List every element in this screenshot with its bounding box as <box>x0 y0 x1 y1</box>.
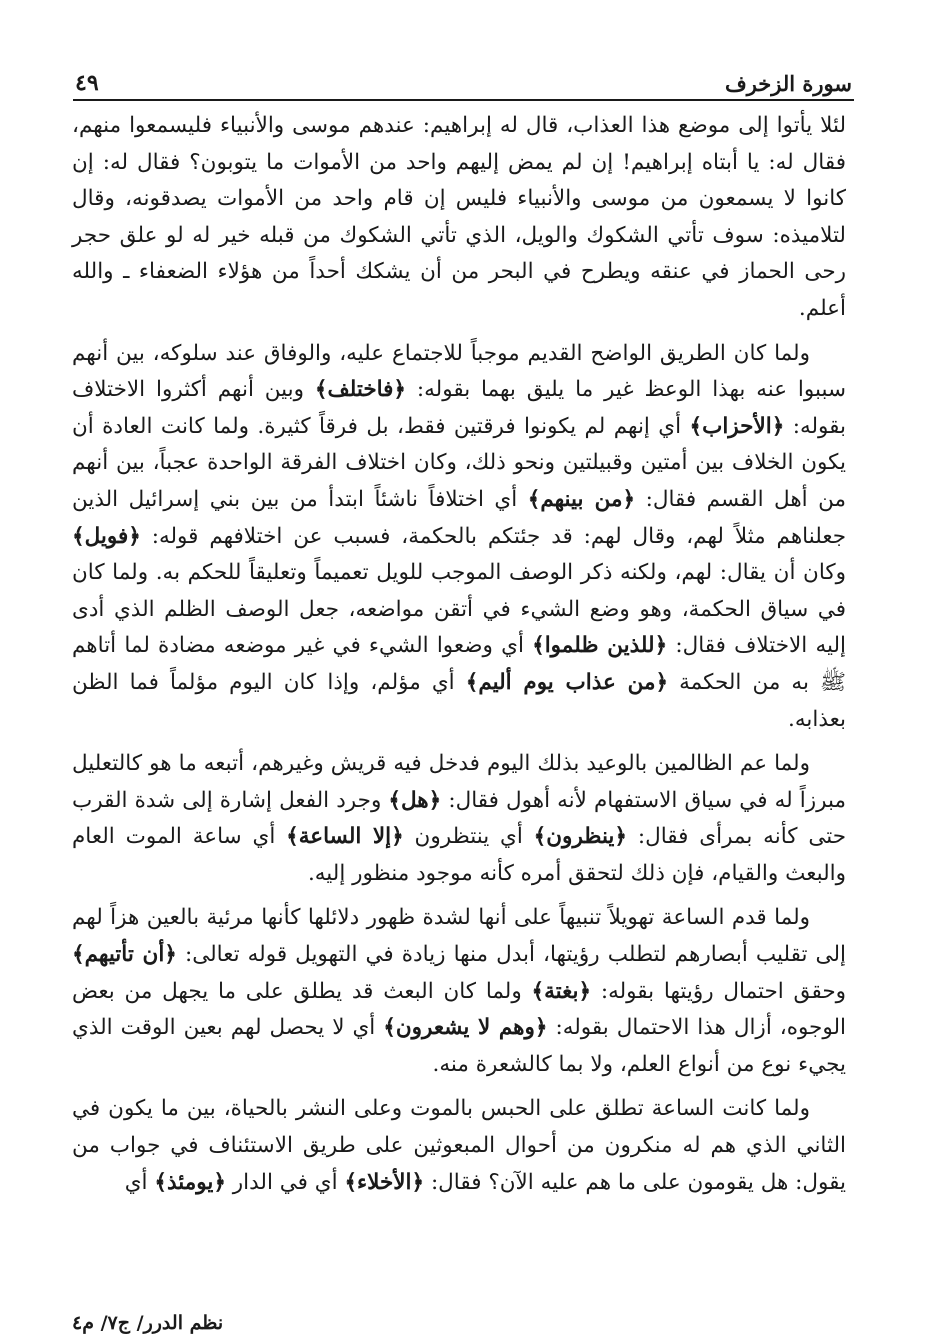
text-run: أي في الدار <box>225 1169 345 1195</box>
text-run: ولما عم الظالمين بالوعيد بذلك اليوم فدخل فيه قريش وغيرهم، أتبعه ما هو كالتعليل مبرزاً له في سياق الاستفهام لأنه أهول فقال: <box>72 751 846 813</box>
quran-quote: ﴿ينظرون﴾ <box>533 824 628 850</box>
page-number: ٤٩ <box>75 70 99 96</box>
text-run: وجرد الفعل إشارة إلى شدة القرب حتى كأنه بمرأى فقال: <box>72 787 847 850</box>
quran-quote: ﴿فاختلف﴾ <box>314 377 407 403</box>
text-body <box>72 108 846 1201</box>
quran-quote: ﴿أن تأتيهم﴾ <box>72 942 177 968</box>
paragraph <box>72 1091 846 1201</box>
quran-quote: ﴿هل﴾ <box>388 787 442 813</box>
text-run: ولما كانت الساعة تطلق على الحبس بالموت وعلى النشر بالحياة، بين ما يكون في الثاني الذي هم له منكرون من أحوال المبعوثين على طريق الاستئناف في جواب من يقول: هل يقومون على ما هم عليه الآن؟ فقال: <box>72 1096 846 1195</box>
quran-quote: ﴿فويل﴾ <box>72 523 141 549</box>
quran-quote: ﴿الأخلاء﴾ <box>344 1169 425 1195</box>
quran-quote: ﴿إلا الساعة﴾ <box>286 824 404 850</box>
text-run: أي إنهم لم يكونوا فرقتين فقط، بل فرقاً كثيرة. ولما كانت العادة أن يكون الخلاف بين أمتين وقبيلتين ونحو ذلك، وكان اختلاف الفرقة الواحدة عجباً، بين أنهم من أهل القسم فقال: <box>72 413 846 512</box>
paragraph <box>72 336 846 739</box>
quran-quote: ﴿الأحزاب﴾ <box>689 413 785 439</box>
text-run: ولما كان الطريق الواضح القديم موجباً للاجتماع عليه، والوفاق عند سلوكه، بين أنهم سببوا عنه بهذا الوعظ غير ما يليق بهما بقوله: <box>72 340 846 403</box>
footer-signature: نظم الدرر/ ج٧/ م٤ <box>72 1312 224 1334</box>
text-run: أي مؤلم، وإذا كان اليوم مؤلماً فما الظن بعذابه. <box>72 669 846 732</box>
text-run: أي وضعوا الشيء في غير موضعه مضادة لما أتاهم ﷺ به من الحكمة <box>72 633 846 695</box>
paragraph <box>72 108 846 328</box>
paragraph <box>72 900 846 1083</box>
header-rule <box>73 99 854 101</box>
sura-title: سورة الزخرف <box>724 71 852 96</box>
text-run: وكان أن يقال: لهم، ولكنه ذكر الوصف الموجب للويل تعميماً وتعليقاً للحكم به. ولما كان في سياق الحكمة، وهو وضع الشيء في أتقن مواضعه، جعل الوصف الظلم الذي أدى إليه الاختلاف فقال: <box>72 560 846 659</box>
text-run: أي ساعة الموت العام والبعث والقيام، فإن ذلك لتحقق أمره كأنه موجود منظور إليه. <box>72 824 846 886</box>
quran-quote: ﴿للذين ظلموا﴾ <box>532 633 668 659</box>
text-run: أي اختلافاً ناشئاً ابتدأ من بين بني إسرائيل الذين جعلناهم مثلاً لهم، وقال لهم: قد جئتكم بالحكمة، فسبب عن اختلافهم قوله: <box>72 486 846 549</box>
text-run: وحقق احتمال رؤيتها بقوله: <box>591 978 846 1004</box>
quran-quote: ﴿يومئذ﴾ <box>154 1169 226 1195</box>
quran-quote: ﴿من بينهم﴾ <box>527 486 636 512</box>
text-run: أي <box>124 1169 155 1195</box>
quran-quote: ﴿بغتة﴾ <box>531 978 592 1004</box>
text-run: أي لا يحصل لهم بعين الوقت الذي يجيء نوع من أنواع العلم، ولا بما كالشعرة منه. <box>72 1015 846 1077</box>
quran-quote: ﴿وهم لا يشعرون﴾ <box>383 1015 548 1041</box>
text-run: ولما كان البعث قد يطلق على ما يجهل من بعض الوجوه، أزال هذا الاحتمال بقوله: <box>72 978 846 1041</box>
text-run: ولما قدم الساعة تهويلاً تنبيهاً على أنها لشدة ظهور دلائلها كأنها مرئية بالعين هزاً لهم إلى تقليب أبصارهم لتطلب رؤيتها، أبدل منها زيادة في التهويل قوله تعالى: <box>72 905 847 968</box>
quran-quote: ﴿من عذاب يوم أليم﴾ <box>465 669 669 695</box>
text-run: أي ينتظرون <box>403 824 534 850</box>
text-run: وبين أنهم أكثروا الاختلاف بقوله: <box>72 377 846 439</box>
text-run: لئلا يأتوا إلى موضع هذا العذاب، قال له إبراهيم: عندهم موسى والأنبياء فليسمعوا منهم، فقال له: يا أبتاه إبراهيم! إن لم يمض إليهم واحد من الأموات ما يتوبون؟ فقال له: إن كانوا لا يسمعون من موسى والأنبياء فليس إن قام واحد من الأموات يصدقونه، وقال لتلاميذه: سوف تأتي الشكوك والويل، الذي تأتي الشكوك من قبله خير له لو علق حجر رحى الحماز في عنقه ويطرح في البحر من أن يشكك أحداً من هؤلاء الضعفاء ـ والله أعلم. <box>72 113 846 321</box>
running-header <box>75 58 852 96</box>
paragraph <box>72 746 846 892</box>
